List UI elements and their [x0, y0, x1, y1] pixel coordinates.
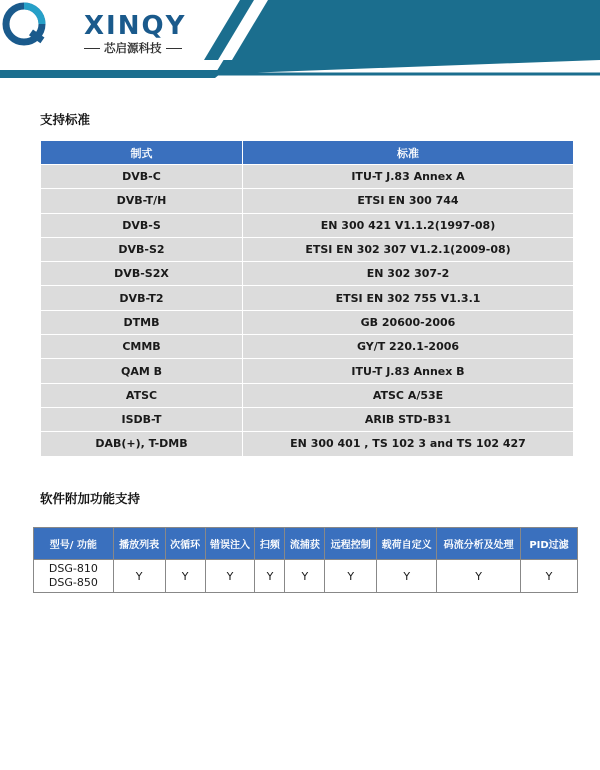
software-section-title: 软件附加功能支持 [40, 491, 141, 506]
software-header-0: 型号/ 功能 [34, 528, 114, 560]
standards-cell-system: DVB-C [41, 165, 243, 189]
table-row [41, 286, 574, 310]
software-header-6: 远程控制 [325, 528, 377, 560]
standards-cell-system: ATSC [41, 383, 243, 407]
feature-support-cell: Y [113, 560, 165, 593]
software-header-4: 扫频 [255, 528, 285, 560]
brand-name: XINQY [84, 11, 187, 41]
table-row [41, 359, 574, 383]
logo-icon [0, 0, 48, 48]
feature-support-cell: Y [285, 560, 325, 593]
table-row [41, 213, 574, 237]
brand-subtitle-text: 芯启源科技 [104, 41, 162, 55]
standards-table-header-row [41, 141, 574, 165]
standards-cell-system: ISDB-T [41, 407, 243, 431]
standards-cell-standard: GB 20600-2006 [243, 310, 574, 334]
software-table [33, 527, 578, 593]
software-header-8: 码流分析及处理 [437, 528, 521, 560]
feature-support-cell: Y [437, 560, 521, 593]
standards-cell-standard: EN 300 401 , TS 102 3 and TS 102 427 [243, 432, 574, 456]
table-row [41, 262, 574, 286]
table-row [41, 383, 574, 407]
standards-cell-system: DTMB [41, 310, 243, 334]
standards-cell-system: CMMB [41, 335, 243, 359]
software-table-header-row [34, 528, 578, 560]
table-row [41, 310, 574, 334]
page-header [0, 0, 600, 78]
feature-support-cell: Y [521, 560, 578, 593]
standards-cell-standard: ETSI EN 302 755 V1.3.1 [243, 286, 574, 310]
standards-cell-system: DVB-T/H [41, 189, 243, 213]
standards-cell-system: QAM B [41, 359, 243, 383]
model-name: DSG-850 [48, 576, 98, 589]
standards-cell-standard: EN 302 307-2 [243, 262, 574, 286]
table-row [41, 189, 574, 213]
software-header-3: 错误注入 [205, 528, 255, 560]
standards-cell-standard: ETSI EN 300 744 [243, 189, 574, 213]
standards-table-body [41, 165, 574, 457]
standards-cell-system: DVB-S2 [41, 237, 243, 261]
software-header-5: 流捕获 [285, 528, 325, 560]
table-row [41, 432, 574, 456]
table-row [41, 237, 574, 261]
standards-cell-standard: ITU-T J.83 Annex B [243, 359, 574, 383]
standards-cell-system: DVB-T2 [41, 286, 243, 310]
feature-support-cell: Y [205, 560, 255, 593]
model-name: DSG-810 [48, 562, 98, 575]
software-header-2: 次循环 [165, 528, 205, 560]
table-row [41, 407, 574, 431]
subtitle-dash-left [84, 48, 100, 49]
standards-cell-system: DAB(+), T-DMB [41, 432, 243, 456]
standards-header-standard: 标准 [243, 141, 574, 165]
subtitle-dash-right [166, 48, 182, 49]
table-row [34, 560, 578, 593]
standards-section-title: 支持标准 [40, 112, 91, 127]
brand-subtitle [84, 40, 182, 56]
table-row [41, 335, 574, 359]
standards-cell-standard: ITU-T J.83 Annex A [243, 165, 574, 189]
standards-cell-standard: ARIB STD-B31 [243, 407, 574, 431]
standards-cell-standard: ATSC A/53E [243, 383, 574, 407]
table-row [41, 165, 574, 189]
feature-support-cell: Y [325, 560, 377, 593]
software-header-1: 播放列表 [113, 528, 165, 560]
feature-support-cell: Y [165, 560, 205, 593]
standards-cell-system: DVB-S2X [41, 262, 243, 286]
standards-cell-standard: EN 300 421 V1.1.2(1997-08) [243, 213, 574, 237]
standards-cell-standard: ETSI EN 302 307 V1.2.1(2009-08) [243, 237, 574, 261]
standards-cell-standard: GY/T 220.1-2006 [243, 335, 574, 359]
software-header-7: 载荷自定义 [377, 528, 437, 560]
software-header-9: PID过滤 [521, 528, 578, 560]
model-cell [34, 560, 114, 593]
standards-cell-system: DVB-S [41, 213, 243, 237]
standards-header-system: 制式 [41, 141, 243, 165]
feature-support-cell: Y [377, 560, 437, 593]
feature-support-cell: Y [255, 560, 285, 593]
standards-table [40, 140, 574, 457]
